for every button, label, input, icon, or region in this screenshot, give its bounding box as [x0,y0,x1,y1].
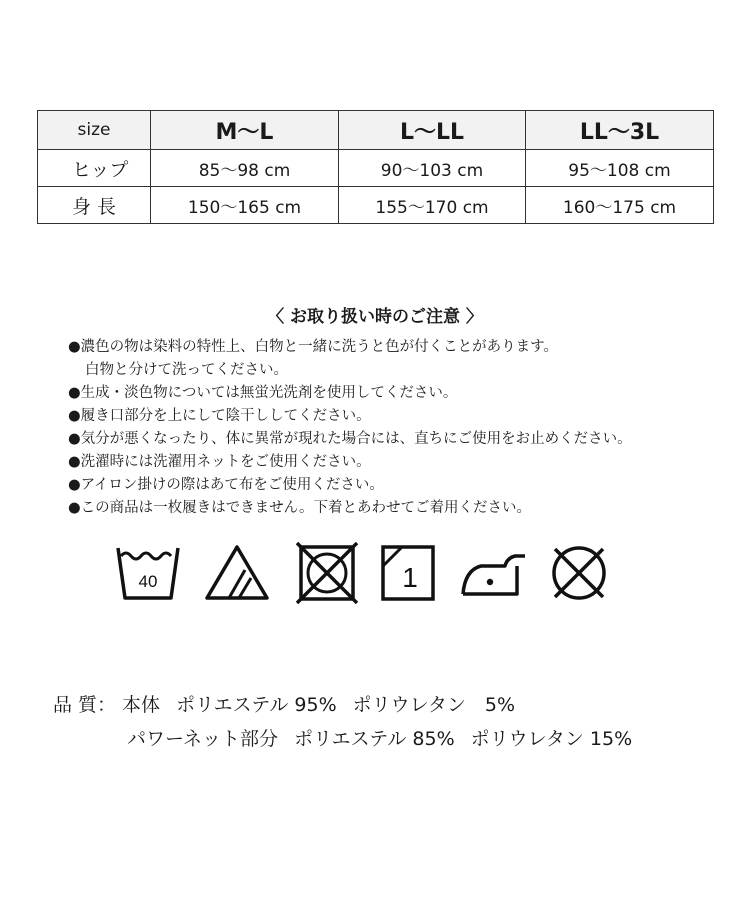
size-header-l-ll: L～LL [339,111,526,150]
size-table-row-height [38,187,714,224]
hip-ll-3l: 95～108 cm [526,150,714,187]
height-l-ll: 155～170 cm [339,187,526,224]
bleach-oxygen-only-icon [203,542,271,604]
care-symbols [115,542,635,604]
wash-40-icon [115,542,181,604]
no-tumble-dry-icon [295,542,359,604]
line-dry-icon [380,542,436,604]
size-table-row-hip [38,150,714,187]
row-label-hip: ヒップ [38,150,151,187]
material-line-1 [53,688,648,722]
material-line-2 [53,722,648,756]
row-label-height: 身 長 [38,187,151,224]
svg-text:1: 1 [402,562,418,593]
material-part-powernet: パワーネット部分 [127,728,279,750]
size-table [37,110,714,224]
hip-m-l: 85～98 cm [151,150,339,187]
care-notes-title: 〈 お取り扱い時のご注意 〉 [267,307,483,327]
material-powernet-polyurethane: ポリウレタン 15% [470,728,633,750]
iron-low-temp-icon [459,542,527,604]
care-note-item: ●生成・淡色物については無蛍光洗剤を使用してください。 [68,385,458,401]
size-header-label: size [38,111,151,150]
care-note-item: ●洗濯時には洗濯用ネットをご使用ください。 [68,454,371,470]
material-body-polyester: ポリエステル 95% [176,694,337,716]
material-body-polyurethane: ポリウレタン 5% [352,694,516,716]
care-notes-list [68,336,632,520]
svg-text:40: 40 [138,572,158,591]
material-part-body: 本体 [122,694,161,716]
no-dry-clean-icon [547,542,611,604]
material-powernet-polyester: ポリエステル 85% [294,728,455,750]
material-composition [53,688,648,756]
care-note-item: ●この商品は一枚履きはできません。下着とあわせてご着用ください。 [68,500,532,516]
height-m-l: 150～165 cm [151,187,339,224]
hip-l-ll: 90～103 cm [339,150,526,187]
care-note-item: 白物と分けて洗ってください。 [85,362,288,378]
material-label: 品 質： [53,694,117,716]
size-table-header-row [38,111,714,150]
size-header-m-l: M～L [151,111,339,150]
size-header-ll-3l: LL～3L [526,111,714,150]
height-ll-3l: 160～175 cm [526,187,714,224]
care-note-item: ●濃色の物は染料の特性上、白物と一緒に洗うと色が付くことがあります。 [68,339,558,355]
care-note-item: ●気分が悪くなったり、体に異常が現れた場合には、直ちにご使用をお止めください。 [68,431,632,447]
care-note-item: ●履き口部分を上にして陰干ししてください。 [68,408,371,424]
care-note-item: ●アイロン掛けの際はあて布をご使用ください。 [68,477,384,493]
